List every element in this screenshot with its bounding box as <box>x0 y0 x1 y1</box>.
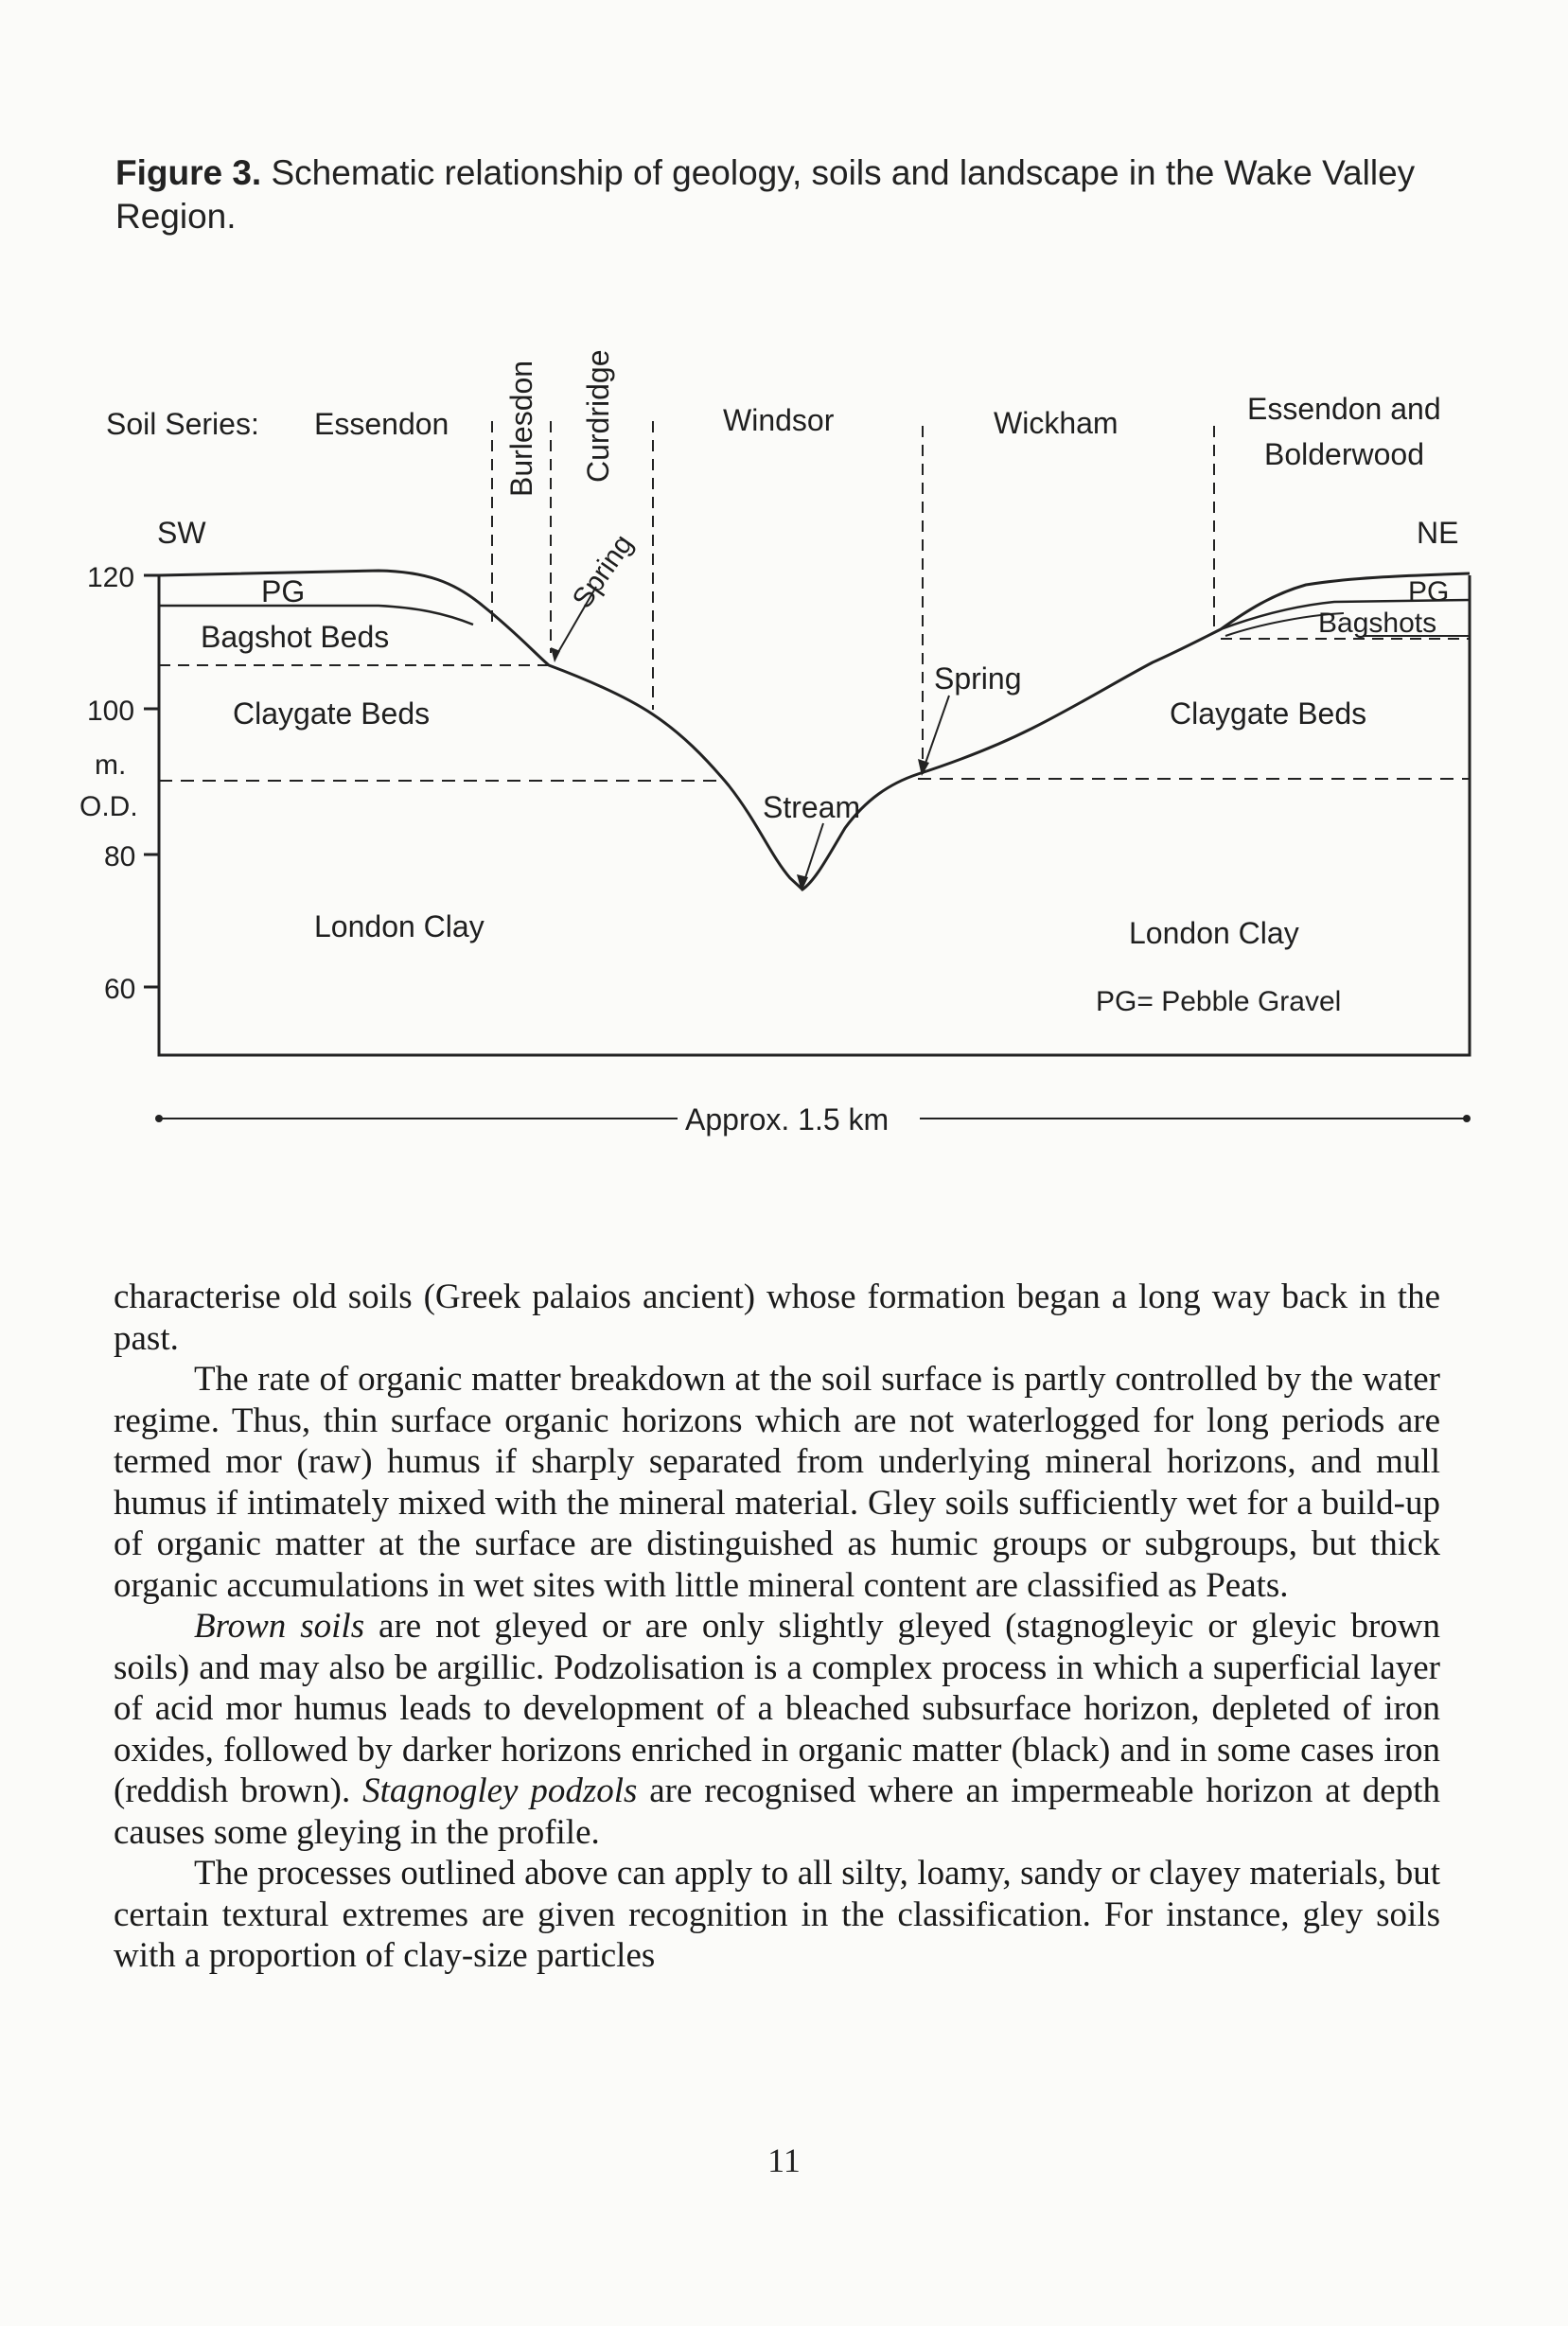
layer-pg-right: PG <box>1408 576 1450 608</box>
spring-right-arrow <box>923 696 949 771</box>
axis-unit-m: m. <box>95 749 127 781</box>
feature-stream: Stream <box>763 790 861 824</box>
stream-arrowhead <box>797 874 808 891</box>
axis-label-120: 120 <box>87 562 135 593</box>
layer-london-clay-left: London Clay <box>314 909 484 943</box>
soil-series-label: Soil Series: <box>106 407 259 441</box>
page-number: 11 <box>767 2141 801 2179</box>
layer-bagshots-right: Bagshots <box>1318 608 1437 639</box>
paragraph-3 <box>114 1606 1440 1853</box>
series-essendon: Essendon <box>314 407 449 441</box>
layer-bagshot-beds-left: Bagshot Beds <box>201 620 390 654</box>
series-wickham: Wickham <box>994 406 1119 440</box>
scale-label: Approx. 1.5 km <box>685 1102 890 1137</box>
layer-pg-left: PG <box>261 574 306 608</box>
paragraph-3-part-b: are recognised where an impermeable horizon at depth causes some gleying in the profile. <box>114 1771 1441 1852</box>
axis-label-100: 100 <box>87 696 135 727</box>
paragraph-1: characterise old soils (Greek palaios ancient) whose formation began a long way back in the past. <box>114 1278 1440 1358</box>
series-essendon-bolderwood-line2: Bolderwood <box>1264 437 1424 471</box>
direction-ne: NE <box>1417 516 1459 550</box>
axis-unit-od: O.D. <box>79 791 138 822</box>
layer-london-clay-right: London Clay <box>1129 916 1299 950</box>
term-brown-soils: Brown soils <box>194 1607 365 1646</box>
paragraph-2: The rate of organic matter breakdown at the soil surface is partly controlled by the water regime. Thus, thin surface organic horizons which are not waterlogged for long periods are termed mor (raw) humus if sharply separated from underlying mineral horizons, and mull humus if intimately mixed with the mineral material. Gley soils sufficiently wet for a build-up of organic matter at the surface are distinguished as humic groups or subgroups, but thick organic accumulations in wet sites with little mineral content are classified as Peats. <box>114 1360 1440 1605</box>
feature-spring-right: Spring <box>934 661 1022 696</box>
series-windsor: Windsor <box>723 403 835 437</box>
paragraph-4: The processes outlined above can apply to all silty, loamy, sandy or clayey materials, but certain textural extremes are given recognition in the classification. For instance, gley soils with a proportion of clay-size particles <box>114 1854 1440 1975</box>
direction-sw: SW <box>157 516 206 550</box>
scale-bar-right-end <box>1463 1115 1471 1122</box>
legend-pebble-gravel: PG= Pebble Gravel <box>1096 986 1342 1017</box>
series-curdridge: Curdridge <box>581 349 615 483</box>
layer-claygate-beds-left: Claygate Beds <box>233 696 431 731</box>
feature-spring-left: Spring <box>566 529 640 615</box>
figure-caption-text: Schematic relationship of geology, soils and landscape in the Wake Valley Region. <box>115 153 1416 236</box>
layer-claygate-beds-right: Claygate Beds <box>1170 696 1367 731</box>
axis-label-60: 60 <box>104 974 136 1005</box>
series-essendon-bolderwood-line1: Essendon and <box>1247 392 1441 426</box>
term-stagnogley-podzols: Stagnogley podzols <box>362 1771 638 1810</box>
body-text <box>114 1277 1440 1977</box>
series-burlesdon: Burlesdon <box>504 360 538 497</box>
paragraph-3-part-a: are not gleyed or are only slightly gleyed (stagnogleyic or gleyic brown soils) and may also be argillic. Podzolisation is a complex process in which a superficial layer of acid mor humus leads to development of a bleached subsurface horizon, depleted of iron oxides, followed by darker horizons enriched in organic matter (black) and in some cases iron (reddish brown). <box>114 1607 1440 1810</box>
figure-label: Figure 3. <box>115 153 262 192</box>
axis-label-80: 80 <box>104 841 136 872</box>
